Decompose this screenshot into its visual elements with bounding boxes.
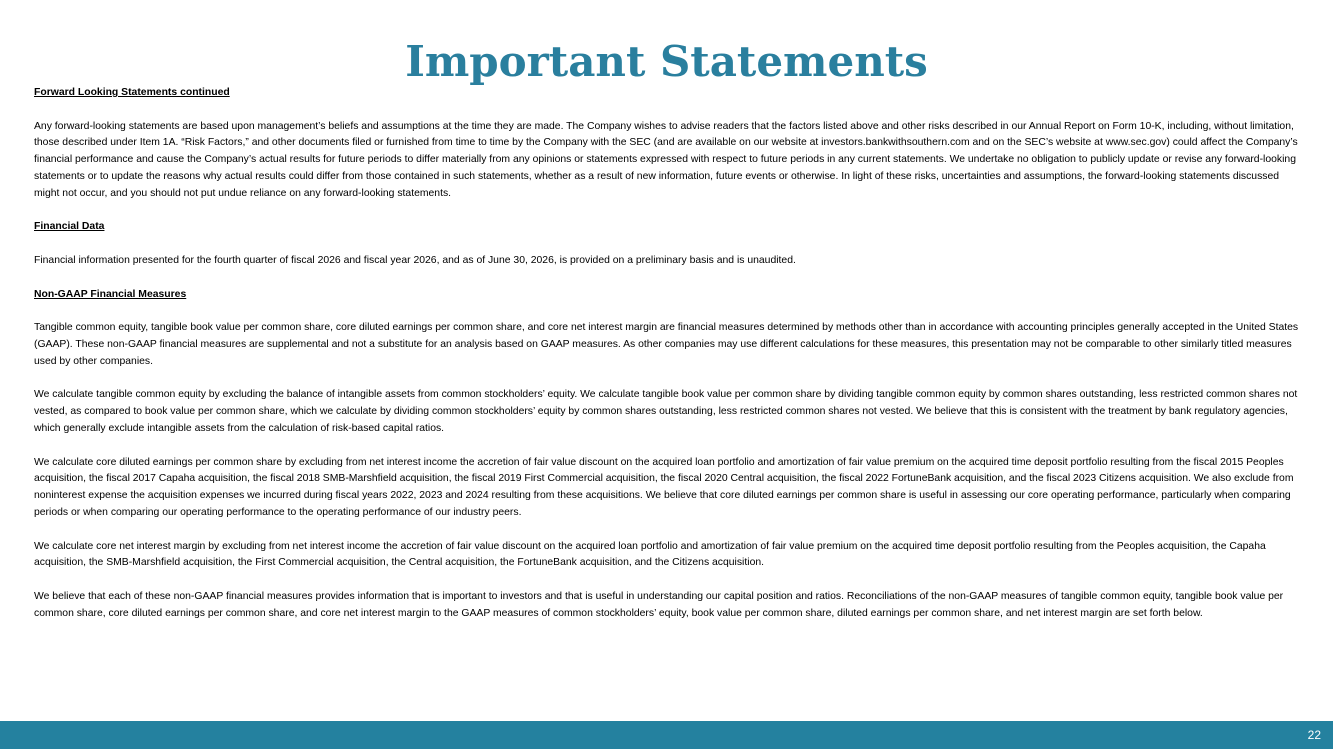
paragraph-forward-looking: Any forward-looking statements are based upon management’s beliefs and assumptions at the time they are made. The Company wishes to advise readers that the factors listed above and other risks described in our Annual Report on Form 10-K, including, without limitation, those described under Item 1A. “Risk Factors,” and other documents filed or furnished from time to time by the Company with the SEC (and are available on our website at investors.bankwithsouthern.com and on the SEC’s website at www.sec.gov) could affect the Company’s financial performance and cause the Company’s actual results for future periods to differ materially from any opinions or statements expressed with respect to future periods in any current statements. We undertake no obligation to publicly update or revise any forward-looking statements or to update the reasons why actual results could differ from those contained in such statements, whether as a result of new information, future events or otherwise. In light of these risks, uncertainties and assumptions, the forward-looking statements discussed might not occur, and you should not put undue reliance on any forward-looking statements. [34,120,1298,199]
statements-body [34,85,1302,623]
paragraph-non-gaap-intro: Tangible common equity, tangible book value per common share, core diluted earnings per common share, and core net interest margin are financial measures determined by methods other than in accordance with accounting principles generally accepted in the United States (GAAP). These non-GAAP financial measures are supplemental and not a substitute for an analysis based on GAAP measures. As other companies may use different calculations for these measures, this presentation may not be comparable to other similarly titled measures used by other companies. [34,322,1299,367]
spacer [34,371,1302,388]
spacer [34,522,1302,539]
spacer [34,438,1302,455]
section-heading-financial-data: Financial Data [34,221,105,233]
paragraph-financial-data: Financial information presented for the fourth quarter of fiscal 2026 and fiscal year 2026, and as of June 30, 2026, is provided on a preliminary basis and is unaudited. [34,254,796,266]
paragraph-reconciliation: We believe that each of these non-GAAP financial measures provides information that is important to investors and that is useful in understanding our capital position and ratios. Reconciliations of the non-GAAP measures of tangible common equity, tangible book value per common share, core diluted earnings per common share, and core net interest margin to the GAAP measures of common stockholders’ equity, book value per common share, diluted earnings per common share, and net interest margin are set forth below. [34,590,1284,619]
slide-title: Important Statements [405,37,928,86]
spacer [34,203,1302,220]
spacer [34,236,1302,253]
section-heading-non-gaap: Non-GAAP Financial Measures [34,288,187,300]
page-number: 22 [1307,728,1321,742]
paragraph-core-eps: We calculate core diluted earnings per common share by excluding from net interest income the accretion of fair value discount on the acquired loan portfolio and amortization of fair value premium on the acquired time deposit portfolio resulting from the fiscal 2015 Peoples acquisition, the fiscal 2017 Capaha acquisition, the fiscal 2018 SMB-Marshfield acquisition, the fiscal 2019 First Commercial acquisition, the fiscal 2020 Central acquisition, the fiscal 2022 FortuneBank acquisition, and the fiscal 2023 Citizens acquisition. We also exclude from noninterest expense the acquisition expenses we incurred during fiscal years 2022, 2023 and 2024 resulting from these acquisitions. We believe that core diluted earnings per common share is useful in assessing our core operating performance, particularly when comparing periods or when comparing our operating performance to the operating performance of our industry peers. [34,456,1294,518]
spacer [34,102,1302,119]
section-heading-forward-looking: Forward Looking Statements continued [34,87,230,98]
spacer [34,572,1302,589]
spacer [34,303,1302,320]
spacer [34,270,1302,287]
paragraph-tangible-equity: We calculate tangible common equity by excluding the balance of intangible assets from common stockholders’ equity. We calculate tangible book value per common share by dividing tangible common equity by common shares outstanding, less restricted common shares not vested, as compared to book value per common share, which we calculate by dividing common stockholders’ equity by common shares outstanding, less restricted common shares not vested. We believe that this is consistent with the treatment by bank regulatory agencies, which generally exclude intangible assets from the calculation of risk-based capital ratios. [34,389,1298,434]
paragraph-core-nim: We calculate core net interest margin by excluding from net interest income the accretion of fair value discount on the acquired loan portfolio and amortization of fair value premium on the acquired time deposit portfolio resulting from the Peoples acquisition, the Capaha acquisition, the SMB-Marshfield acquisition, the First Commercial acquisition, the Central acquisition, the FortuneBank acquisition, and the Citizens acquisition. [34,540,1266,569]
footer-bar [0,721,1333,749]
